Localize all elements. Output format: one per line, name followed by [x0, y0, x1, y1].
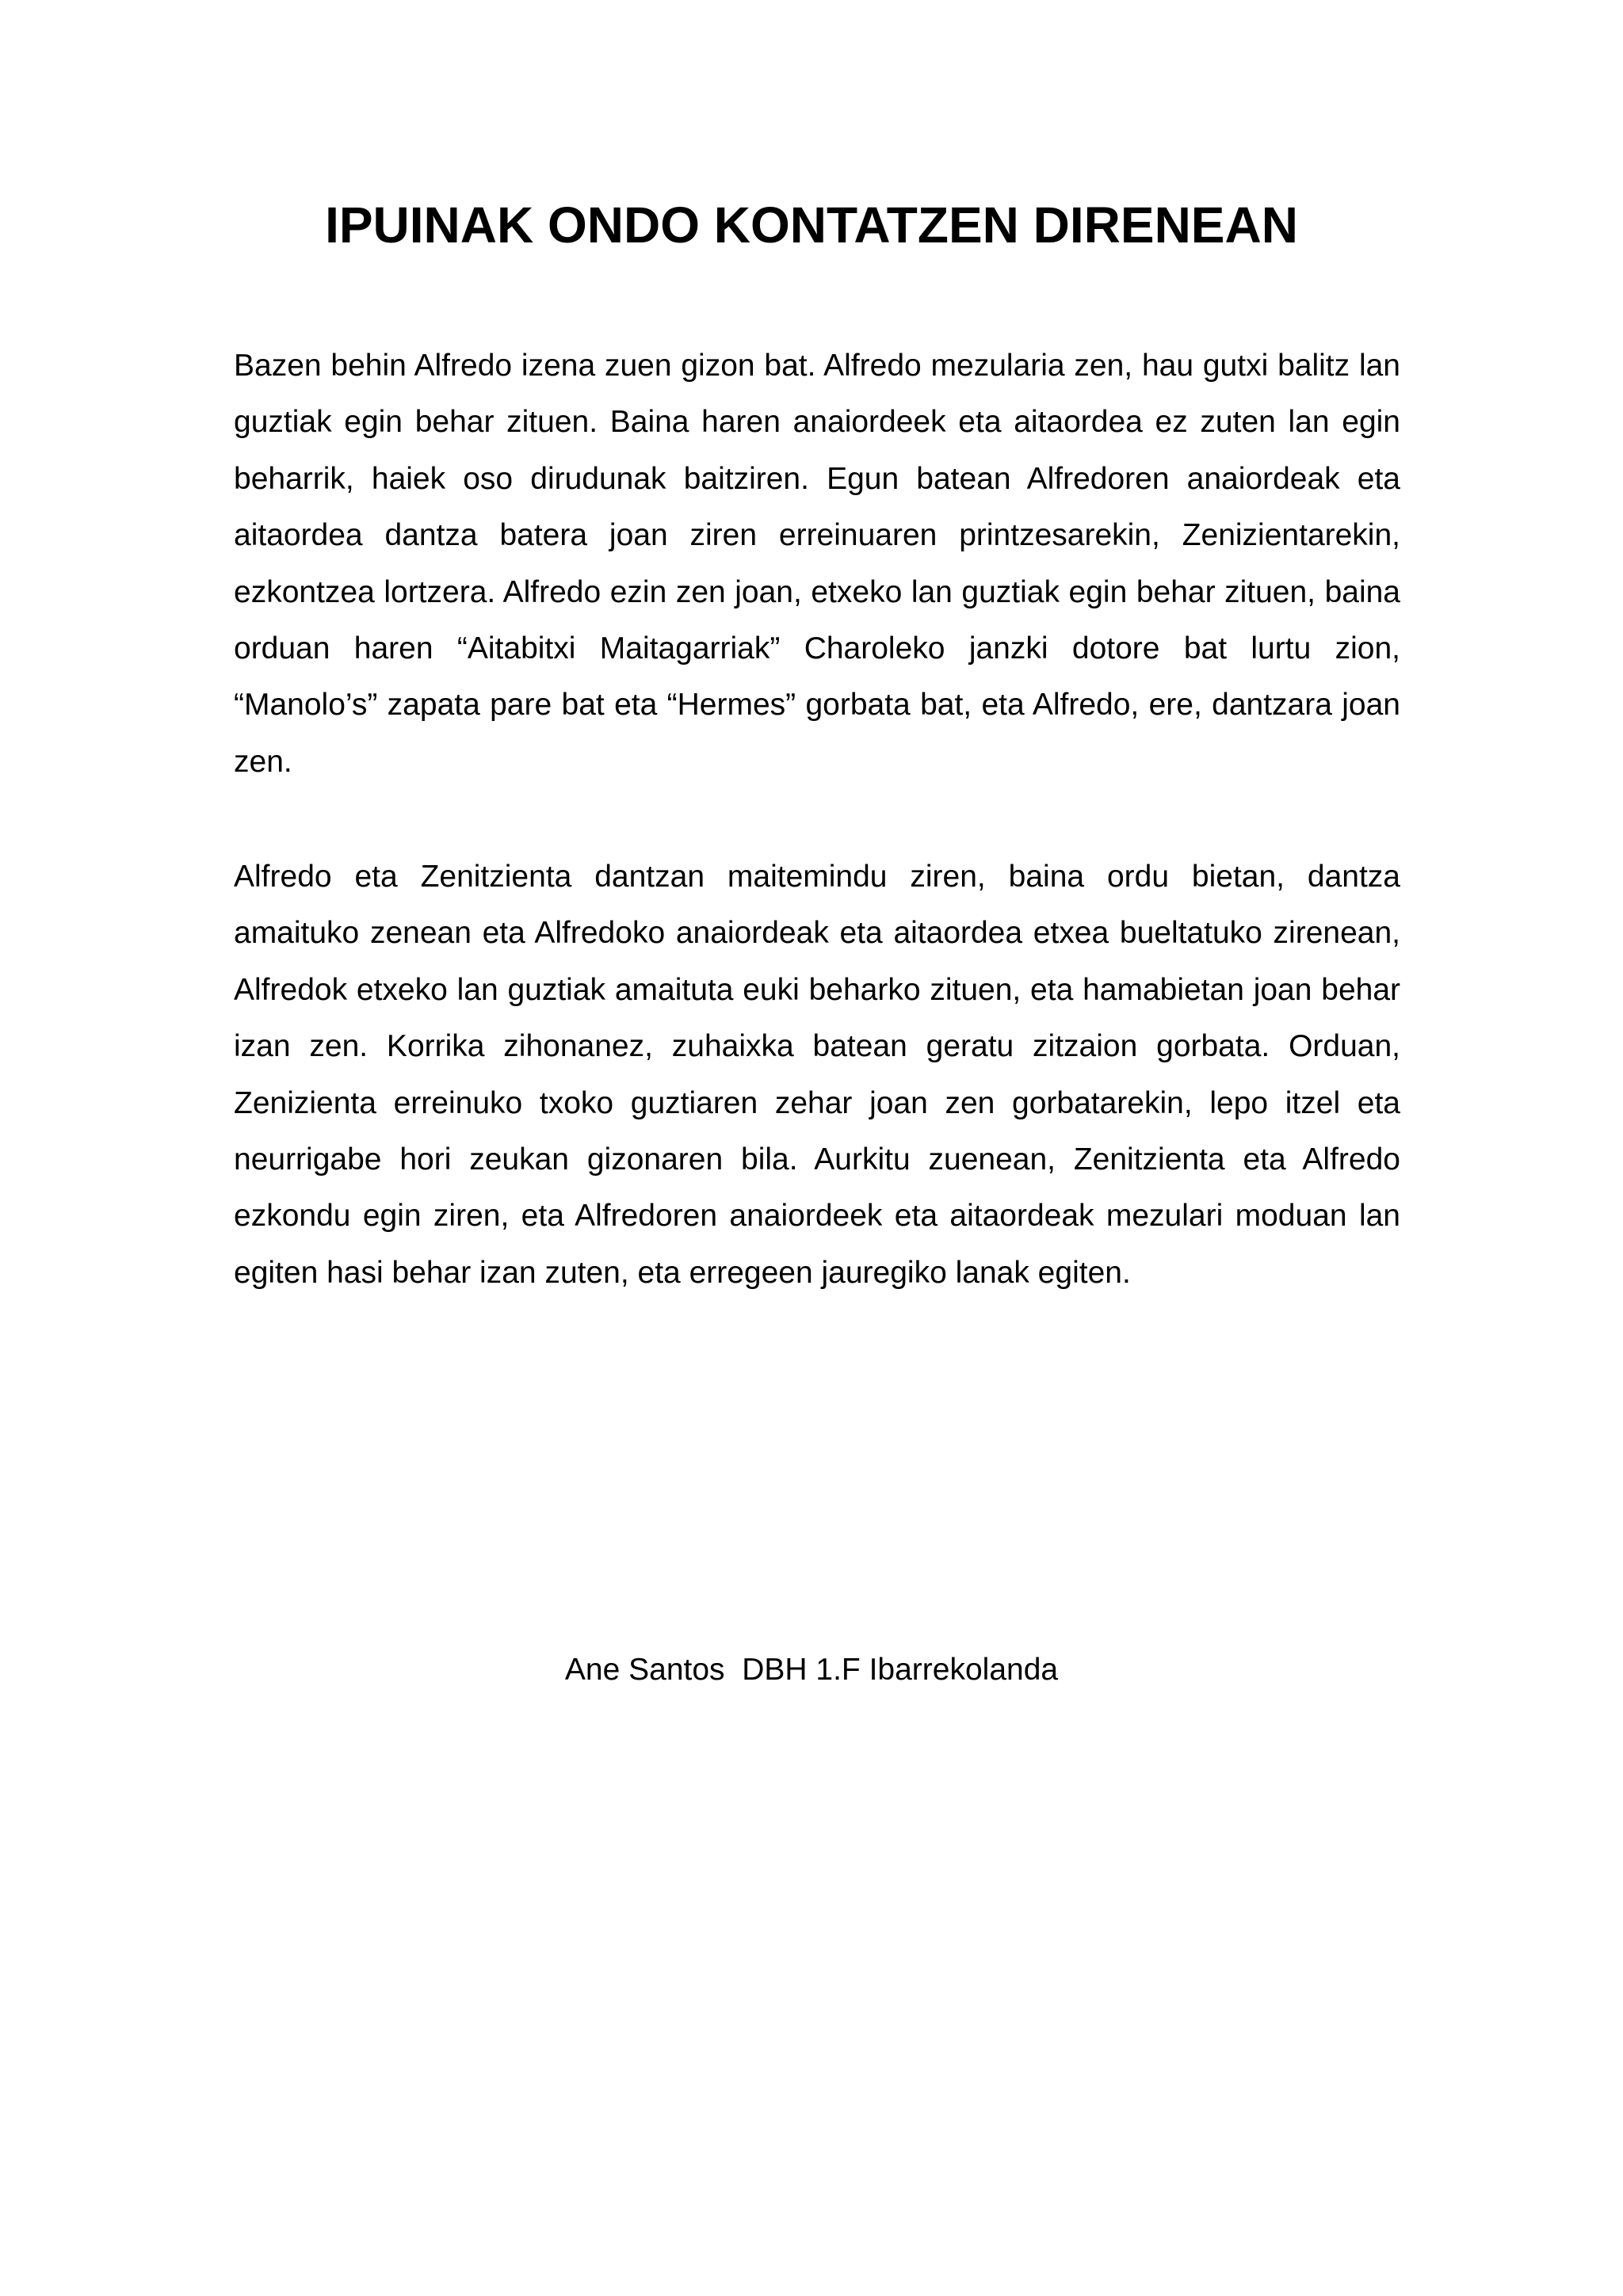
author-signature-line: Ane Santos DBH 1.F Ibarrekolanda: [564, 1653, 1059, 1687]
document-title: IPUINAK ONDO KONTATZEN DIRENEAN: [325, 196, 1298, 254]
paragraph-2: Alfredo eta Zenitzienta dantzan maitemindu ziren, baina ordu bietan, dantza amaituko zenean eta Alfredoko anaiordeak eta aitaordea etxea bueltatuko zirenean, Alfredok etxeko lan guztiak amaituta euki beharko zituen, eta hamabietan joan behar izan zen. Korrika zihonanez, zuhaixka batean geratu zitzaion gorbata. Orduan, Zenizienta erreinuko txoko guztiaren zehar joan zen gorbatarekin, lepo itzel eta neurrigabe hori zeukan gizonaren bila. Aurkitu zuenean, Zenitzienta eta Alfredo ezkondu egin ziren, eta Alfredoren anaiordeek eta aitaordeak mezulari moduan lan egiten hasi behar izan zuten, eta erregeen jauregiko lanak egiten.: [234, 860, 1400, 1290]
paragraph-1: Bazen behin Alfredo izena zuen gizon bat. Alfredo mezularia zen, hau gutxi balitz lan guztiak egin behar zituen. Baina haren anaiordeek eta aitaordea ez zuten lan egin beharrik, haiek oso dirudunak baitziren. Egun batean Alfredoren anaiordeak eta aitaordea dantza batera joan ziren erreinuaren printzesarekin, Zenizientarekin, ezkontzea lortzera. Alfredo ezin zen joan, etxeko lan guztiak egin behar zituen, baina orduan haren “Aitabitxi Maitagarriak” Charoleko janzki dotore bat lurtu zion, “Manolo’s” zapata pare bat eta “Hermes” gorbata bat, eta Alfredo, ere, dantzara joan zen.: [234, 349, 1400, 779]
